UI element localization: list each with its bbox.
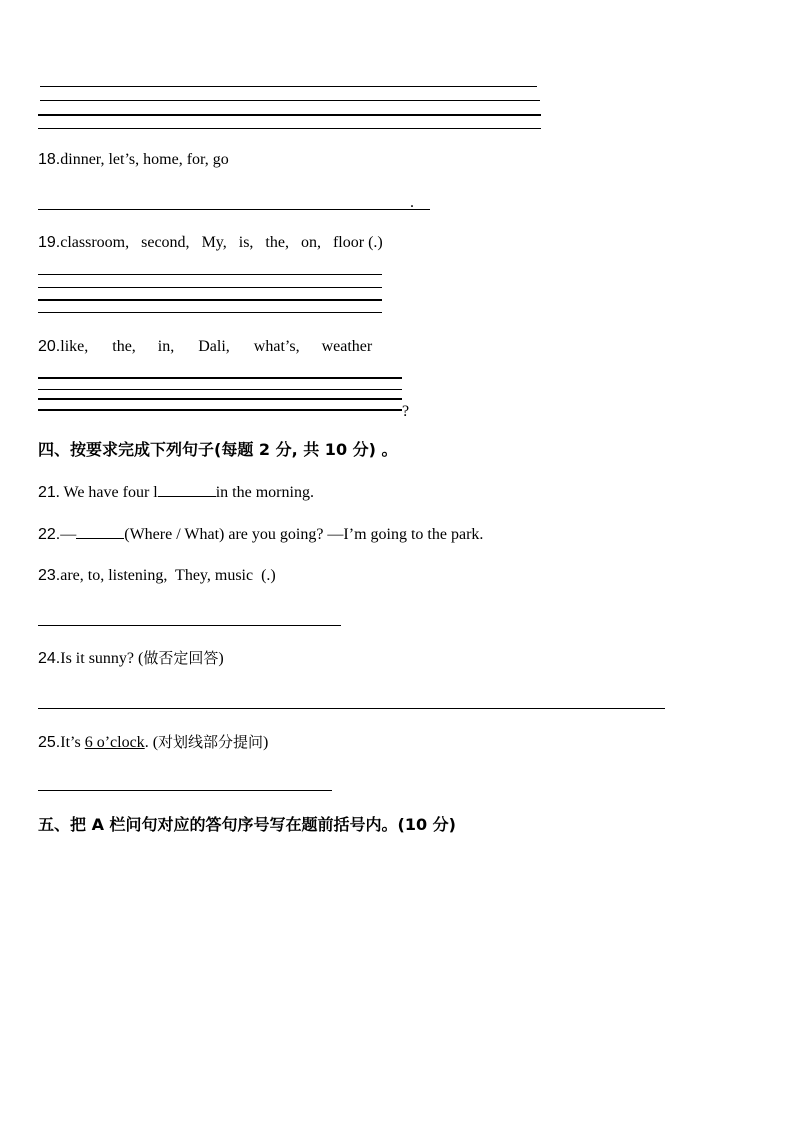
word: floor	[332, 234, 365, 251]
question-text: It’s	[60, 734, 85, 751]
answer-line	[40, 86, 537, 87]
word: like,	[60, 338, 89, 355]
word: is,	[238, 234, 254, 251]
word: classroom,	[60, 234, 130, 251]
instruction: 对划线部分提问	[158, 733, 264, 751]
answer-line	[38, 377, 402, 379]
word: weather	[321, 338, 373, 355]
question-22	[38, 524, 483, 545]
section-heading: 四、按要求完成下列句子(每题 2 分, 共 10 分) 。	[38, 440, 398, 459]
word: on,	[300, 234, 321, 251]
question-number: 21	[38, 484, 56, 501]
question-number: 23.	[38, 567, 61, 584]
fill-blank[interactable]	[76, 524, 124, 539]
word: the,	[265, 234, 289, 251]
question-23	[38, 566, 276, 586]
end-mark: .	[410, 194, 414, 211]
question-24	[38, 648, 224, 669]
word: the,	[112, 338, 136, 355]
question-text: . We have four l	[55, 484, 158, 501]
question-number: 25.	[38, 734, 61, 751]
answer-line	[38, 287, 382, 288]
answer-line	[38, 299, 382, 301]
dash: —	[60, 526, 77, 543]
question-text: )	[218, 650, 224, 667]
question-text: . (	[144, 734, 159, 751]
answer-line	[38, 389, 402, 390]
question-text: dinner, let’s, home, for, go	[60, 151, 229, 168]
fill-blank[interactable]	[158, 482, 216, 497]
question-number: 19.	[38, 234, 61, 251]
question-text: (Where / What) are you going? —I’m going to the park.	[124, 526, 484, 543]
question-number: 18.	[38, 151, 61, 168]
answer-line	[38, 625, 341, 626]
question-text: are, to, listening, They, music (.)	[60, 567, 276, 584]
word: second,	[141, 234, 190, 251]
question-18	[38, 150, 229, 170]
section-heading: 五、把 A 栏问句对应的答句序号写在题前括号内。(10 分)	[38, 815, 456, 834]
answer-line	[38, 398, 402, 400]
question-19	[38, 233, 383, 253]
question-21	[38, 482, 314, 503]
answer-line	[38, 128, 541, 129]
word: Dali,	[198, 338, 230, 355]
answer-line	[38, 274, 382, 275]
question-25	[38, 732, 268, 753]
answer-line	[38, 708, 665, 709]
question-20	[38, 337, 372, 357]
answer-line	[38, 114, 541, 116]
question-number: 22.	[38, 526, 61, 543]
end-mark: ?	[402, 403, 410, 420]
question-number: 24.	[38, 650, 61, 667]
underlined-part: 6 o’clock	[84, 734, 145, 751]
word: My,	[201, 234, 227, 251]
question-number: 20.	[38, 338, 61, 355]
word: in,	[157, 338, 175, 355]
word: what’s,	[253, 338, 300, 355]
answer-line	[38, 409, 402, 411]
instruction: 做否定回答	[143, 649, 219, 667]
word: (.)	[368, 234, 383, 251]
answer-line	[38, 312, 382, 313]
answer-line	[38, 790, 332, 791]
answer-line	[40, 100, 540, 101]
answer-line	[38, 209, 430, 210]
question-text: in the morning.	[215, 484, 314, 501]
question-text: )	[263, 734, 269, 751]
question-text: Is it sunny? (	[60, 650, 144, 667]
